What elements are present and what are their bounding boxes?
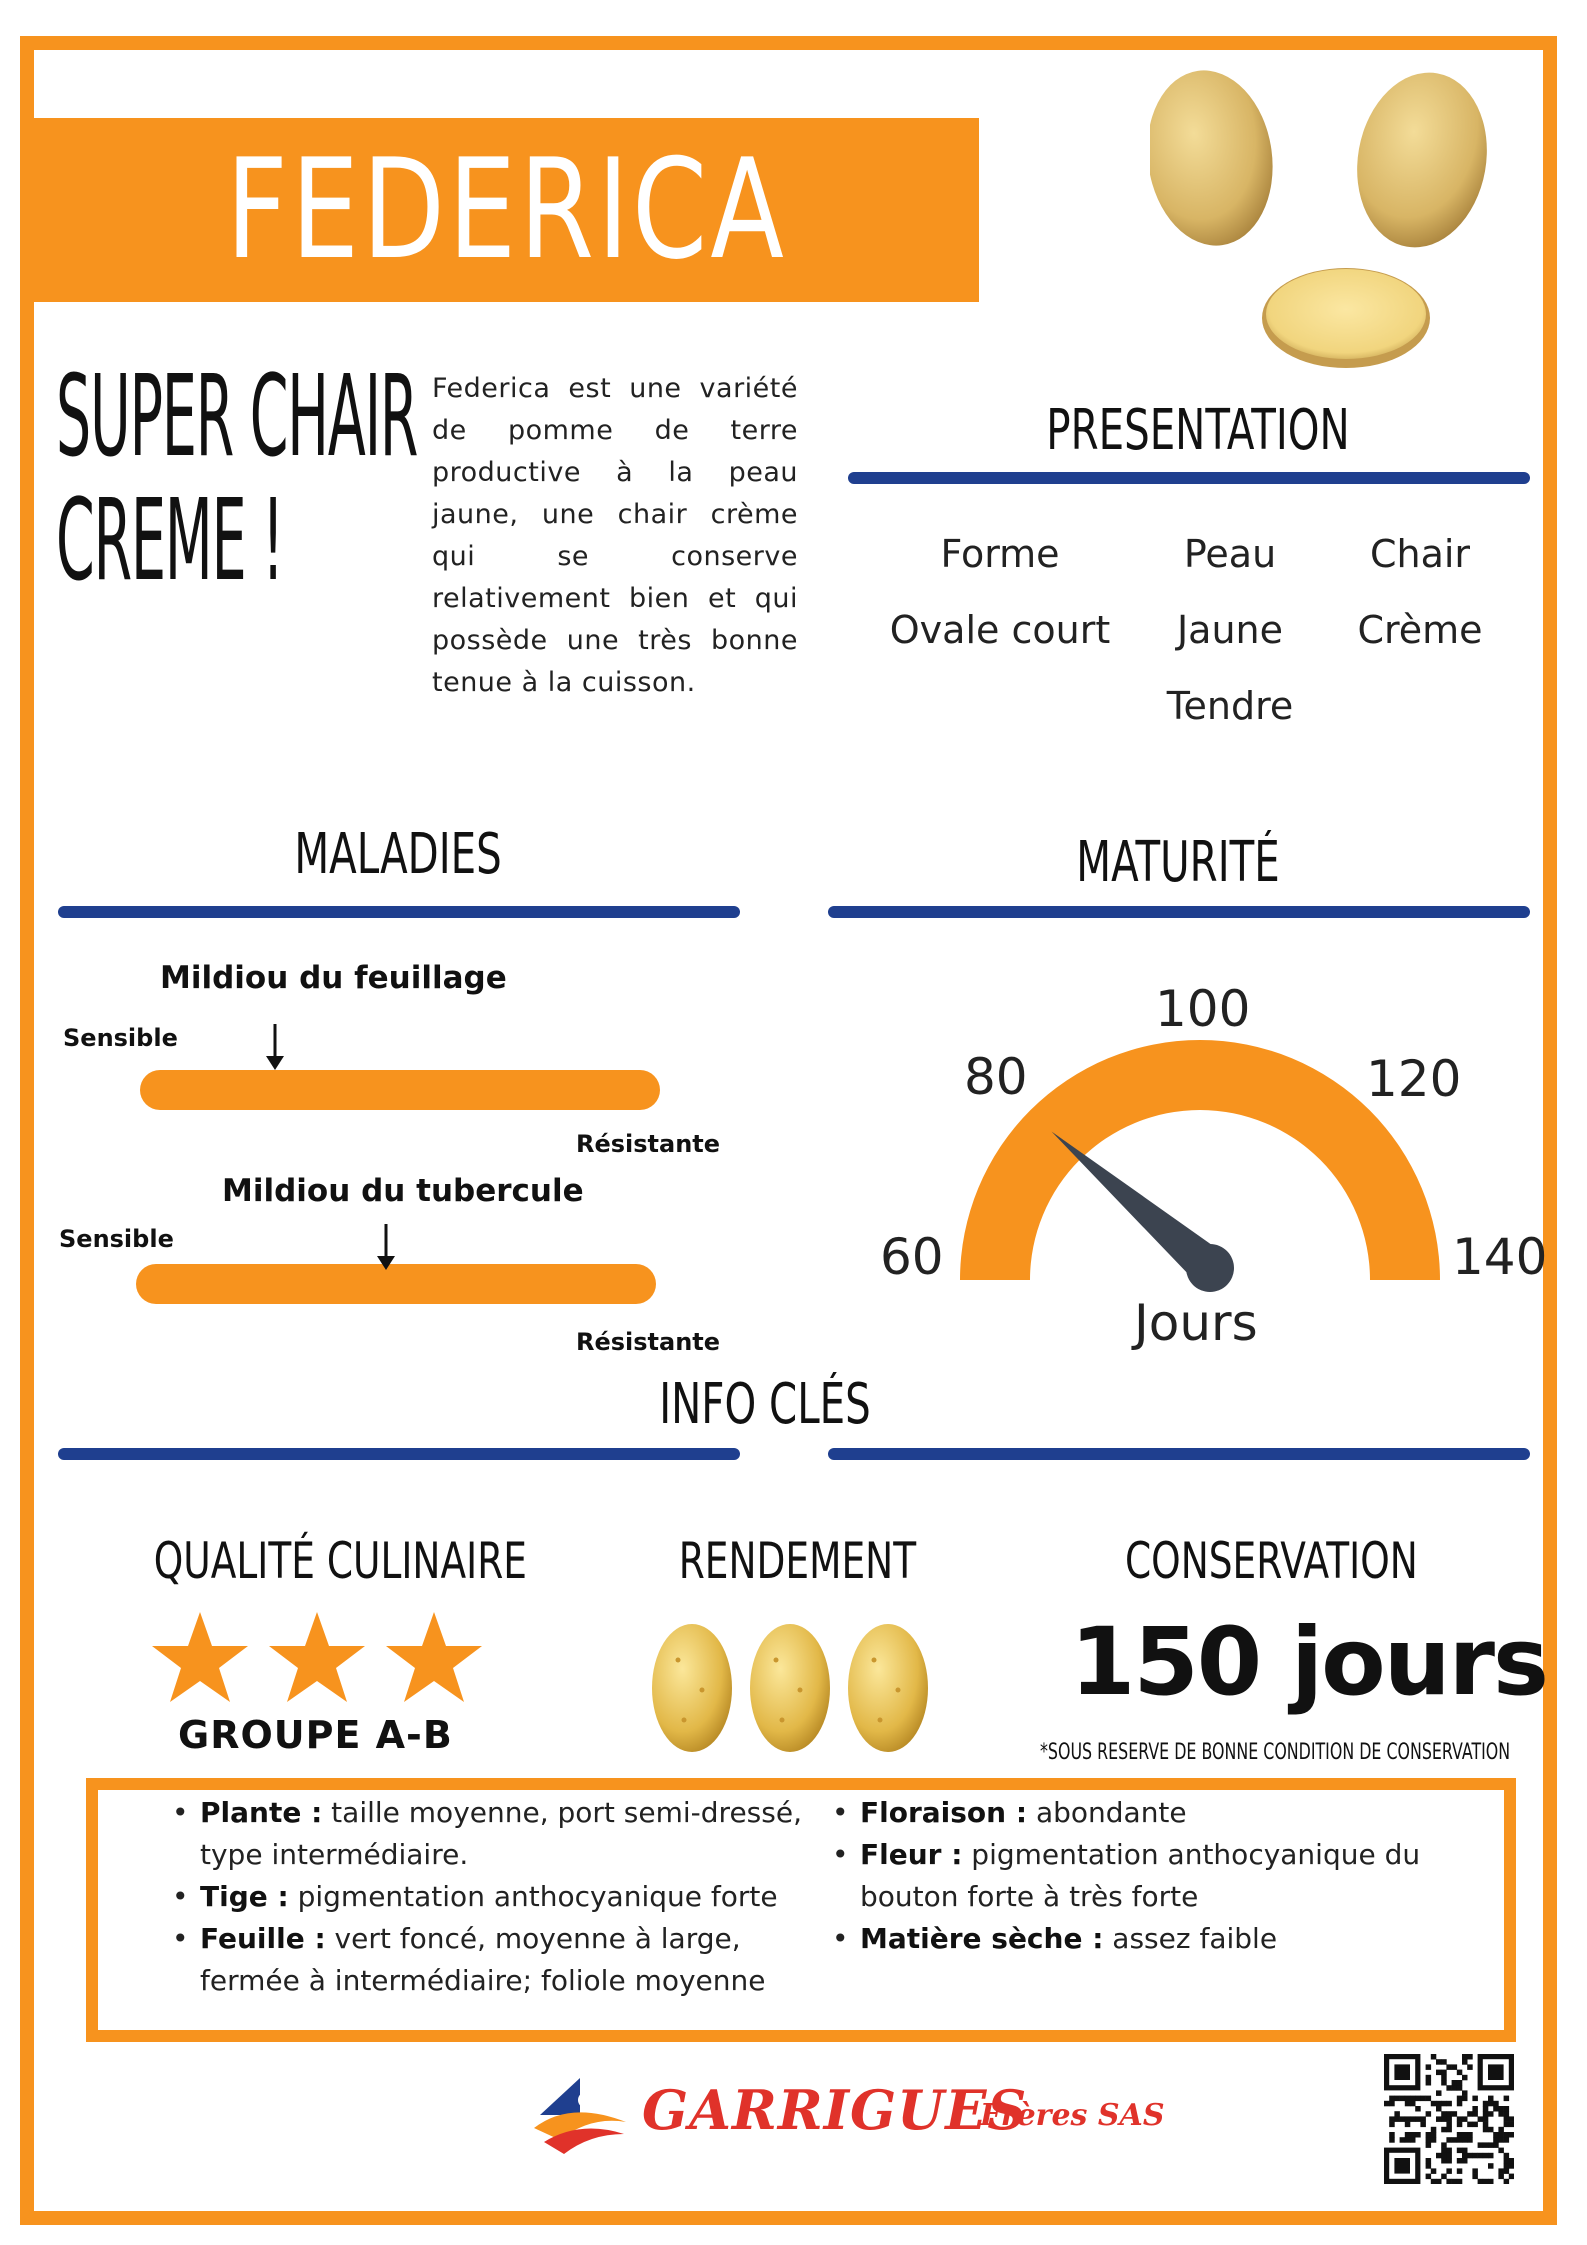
gauge-unit-label: Jours [1134, 1294, 1258, 1352]
disease-name: Mildiou du feuillage [160, 960, 507, 996]
conservation-note: *SOUS RESERVE DE BONNE CONDITION DE CONSERVATION [1040, 1740, 1511, 1765]
presentation-heading: PRESENTATION [1046, 398, 1350, 463]
disease-min-label: Sensible [59, 1225, 174, 1253]
presentation-rule [848, 472, 1530, 484]
detail-key: Tige : [200, 1880, 289, 1913]
presentation-col-peau [1120, 516, 1340, 744]
detail-item [172, 1792, 802, 1876]
disease-min-label: Sensible [63, 1024, 178, 1052]
info-cles-heading: INFO CLÉS [659, 1372, 871, 1437]
potato-icon [750, 1624, 830, 1752]
potato-whole-icon-2 [1350, 68, 1500, 268]
detail-item [172, 1918, 802, 2002]
conservation-days: 150 jours [1070, 1608, 1547, 1717]
star-icon [269, 1612, 365, 1702]
presentation-value: Jaune [1176, 608, 1284, 652]
detail-value: pigmentation anthocyanique du bouton forte à très forte [860, 1838, 1421, 1913]
maladies-rule [58, 906, 740, 918]
detail-item [172, 1876, 802, 1918]
detail-value: assez faible [1103, 1922, 1278, 1955]
detail-key: Floraison : [860, 1796, 1028, 1829]
details-list-left [172, 1792, 802, 2002]
variety-description: Federica est une variété de pomme de terre productive à la peau jaune, une chair crème qui se conserve relativement bien et qui possède une très bonne tenue à la cuisson. [432, 373, 798, 698]
resistance-scale-bar [140, 1070, 660, 1110]
page-title: FEDERICA [225, 129, 788, 290]
maladies-heading: MALADIES [294, 822, 502, 887]
gauge-tick-label: 100 [1155, 980, 1251, 1038]
detail-key: Feuille : [200, 1922, 326, 1955]
rendement-heading: RENDEMENT [678, 1532, 917, 1590]
resistance-arrow-icon [260, 1022, 290, 1072]
detail-value: abondante [1027, 1796, 1187, 1829]
detail-key: Plante : [200, 1796, 323, 1829]
conservation-heading: CONSERVATION [1125, 1532, 1418, 1590]
presentation-col-forme [880, 516, 1120, 668]
disease-max-label: Résistante [576, 1130, 721, 1158]
presentation-label: Forme [940, 532, 1060, 576]
potato-slice-icon [1260, 258, 1440, 378]
disease-max-label: Résistante [576, 1328, 721, 1356]
maturite-heading: MATURITÉ [1076, 830, 1280, 895]
detail-item [832, 1834, 1472, 1918]
potato-icon [652, 1624, 732, 1752]
yield-potatoes [648, 1620, 938, 1760]
detail-item [832, 1918, 1472, 1960]
info-cles-rule-right [828, 1448, 1530, 1460]
slogan-line-1: SUPER CHAIR [56, 352, 418, 482]
presentation-value: Tendre [1166, 684, 1294, 728]
detail-value: taille moyenne, port semi-dressé, type intermédiaire. [200, 1796, 802, 1871]
qualite-heading: QUALITÉ CULINAIRE [153, 1532, 527, 1590]
maturite-rule [828, 906, 1530, 918]
detail-item [832, 1792, 1472, 1834]
potato-icon [848, 1624, 928, 1752]
slogan-line-2: CREME ! [56, 476, 284, 606]
gauge-tick-label: 140 [1452, 1228, 1548, 1286]
presentation-value: Crème [1357, 608, 1483, 652]
cooking-group: GROUPE A-B [178, 1713, 453, 1757]
company-name: GARRIGUES [642, 2078, 1028, 2142]
details-list-right [832, 1792, 1472, 1960]
gauge-hub [1186, 1244, 1234, 1292]
slogan [56, 352, 418, 606]
detail-value: pigmentation anthocyanique forte [288, 1880, 778, 1913]
disease-name: Mildiou du tubercule [222, 1173, 584, 1209]
presentation-value: Ovale court [889, 608, 1111, 652]
star-icon [386, 1612, 482, 1702]
gauge-tick-label: 120 [1366, 1050, 1462, 1108]
presentation-col-chair [1320, 516, 1520, 668]
company-logo-icon [530, 2070, 630, 2160]
qr-code-icon [1384, 2054, 1514, 2184]
star-icon [152, 1612, 248, 1702]
gauge-tick-label: 80 [964, 1048, 1028, 1106]
presentation-label: Chair [1369, 532, 1471, 576]
quality-stars [150, 1608, 490, 1708]
resistance-arrow-icon [371, 1222, 401, 1272]
gauge-tick-label: 60 [880, 1228, 944, 1286]
detail-key: Matière sèche : [860, 1922, 1104, 1955]
detail-value: vert foncé, moyenne à large, fermée à intermédiaire; foliole moyenne [200, 1922, 766, 1997]
company-suffix: Frères SAS [980, 2098, 1165, 2133]
detail-key: Fleur : [860, 1838, 963, 1871]
presentation-label: Peau [1183, 532, 1277, 576]
info-cles-rule-left [58, 1448, 740, 1460]
